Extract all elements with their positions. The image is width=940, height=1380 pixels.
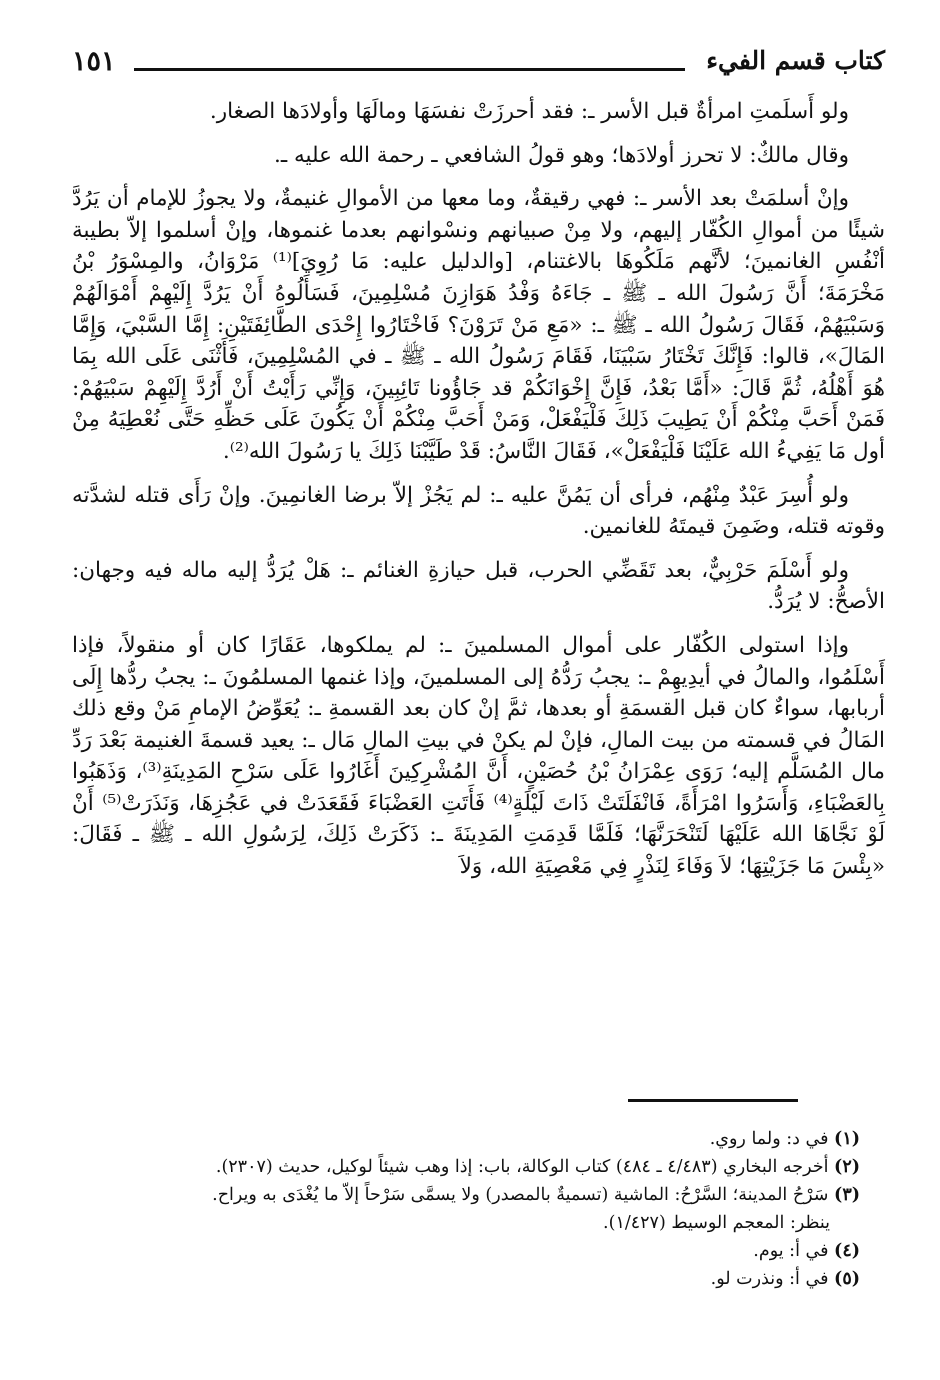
paragraph-6: وإذا استولى الكُفّار على أموال المسلمينَ ـ: لم يملكوها، عَقَارًا كان أو منقولاً، فإذا أَسْلَمُوا، والمالُ في أيدِيهِمْ ـ: يجبُ رَدُّهُ إلى المسلمينَ، وإذا غنمها المسلمُونَ ـ: يجبُ ردُّها إِلَى أربابها، سواءٌ كان قبل القسمَةِ أو بعدها، ثمَّ إنْ كان بعد القسمةِ ـ: يُعَوِّضُ الإمامِ مَنْ وقع ذلك المَالُ في قسمته من بيت المالِ، فإنْ لم يكنْ في بيتِ المالِ مَال ـ: يعيد قسمةَ الغنيمة بَعْدَ رَدِّ مال المُسَلَّم إليه؛ رَوَى عِمْرَانُ بْنُ حُصَيْنٍ، أَنَّ المُشْرِكِينَ أَغَارُوا عَلَى سَرْحِ المَدِينَةِ⁽³⁾، وَذَهَبُوا بِالعَضْبَاءِ، وَأَسَرُوا امْرَأَةً، فَانْفَلَتَتْ ذَاتَ لَيْلَةٍ⁽⁴⁾ فَأَتَتِ العَضْبَاءَ فَقَعَدَتْ في عَجُزِهَا، وَنَذَرَتْ⁽⁵⁾ أَنْ لَوْ نَجَّاهَا الله عَلَيْهَا لَتَنْحَرَنَّهَا؛ فَلَمَّا قَدِمَتِ المَدِينَةَ ـ: ذَكَرَتْ ذَلِكَ، لِرَسُولِ الله ـ ﷺ ـ فَقَالَ: «بِئْسَ مَا جَزَيْتِهَا؛ لاَ وَفَاءَ لِنَذْرٍ فِي مَعْصِيَةِ الله، وَلاَ bbox=[72, 632, 885, 880]
footnote-text: في أ: يوم. bbox=[753, 1241, 829, 1261]
paragraph-3: وإنْ أسلمَتْ بعد الأسر ـ: فهي رقيقةٌ، وما معها من الأموالِ غنيمةٌ، ولا يجوزُ للإمام أن يَرُدَّ شيئًا من أموالِ الكُفّار إليهم، ولا مِنْ صبيانهم ونسْوانهم بعدما غنموها، وإنْ أسلموا إلاّ بطيبة أنْفُسِ الغانمينَ؛ لأنَّهم مَلَكُوهَا بالاغتنام، [والدليل عليه: مَا رُوِيَ]⁽¹⁾ مَرْوَانُ، والمِسْوَرُ بْنُ مَخْرَمَةَ؛ أَنَّ رَسُولَ الله ـ ﷺ ـ جَاءَهُ وَفْدُ هَوَازِنَ مُسْلِمِينَ، فَسَأَلُوهُ أَنْ يَرُدَّ إِلَيْهِمْ أَمْوَالَهُمْ وَسَبْيَهُمْ، فَقَالَ رَسُولُ الله ـ ﷺ ـ: «مَعِ مَنْ تَرَوْنَ؟ فَاخْتَارُوا إِحْدَى الطَّائِفَتَيْنِ: إِمَّا السَّبْيَ، وَإِمَّا المَالَ»، قالوا: فَإِنَّكَ تَخْتَارُ سَبْيَنَا، فَقَامَ رَسُولُ الله ـ ﷺ ـ في المُسْلِمِينَ، فَأَثْنَى عَلَى الله بِمَا هُوَ أَهْلُهُ، ثُمَّ قَالَ: «أَمَّا بَعْدُ، فَإِنَّ إِخْوَانَكُمْ قد جَاؤُونا تَائِبِينَ، وَإِنِّي رَأَيْتُ أَنْ أَرُدَّ إِلَيْهِمْ سَبْيَهُمْ: فَمَنْ أَحَبَّ مِنْكُمْ أَنْ يَطِيبَ ذَلِكَ فَلْيَفْعَلْ، وَمَنْ أَحَبَّ مِنْكُمْ أَنْ يَكُونَ عَلَى حَظِّهِ حَتَّى نُعْطِيَهُ مِنْ أول مَا يَفِيءُ الله عَلَيْنَا فَلْيَفْعَلْ»، فَقَالَ النَّاسُ: قَدْ طَيَّبْنَا ذَلِكَ يا رَسُولَ الله⁽²⁾. bbox=[72, 186, 886, 464]
footnote-number: (٣) bbox=[834, 1185, 860, 1205]
footnote-text: أخرجه البخاري (٤/٤٨٣ ـ ٤٨٤) كتاب الوكالة، باب: إذا وهب شيئاً لوكيل، حديث (٢٣٠٧). bbox=[215, 1157, 829, 1177]
footnote-number: (٤) bbox=[834, 1241, 860, 1261]
footnote-text: في د: ولما روي. bbox=[709, 1129, 829, 1149]
page-header bbox=[72, 44, 885, 84]
footnote-text: في أ: ونذرت لو. bbox=[710, 1269, 829, 1289]
paragraph-5: ولو أَسْلَمَ حَرْبِيٌّ، بعد تَقَضِّي الحرب، قبل حيازةِ الغنائم ـ: هَلْ يُرَدُّ إليه ماله فيه وجهان: الأصحُّ: لا يُرَدُّ. bbox=[72, 557, 885, 615]
footnote-text: ينظر: المعجم الوسيط (١/٤٢٧). bbox=[603, 1213, 830, 1233]
footnote-2 bbox=[72, 1153, 860, 1181]
page-number: ١٥١ bbox=[72, 46, 116, 77]
footnote-text: سَرْحُ المدينة؛ السَّرْحُ: الماشية (تسميةٌ بالمصدر) ولا يسمَّى سَرْحاً إلاّ ما يُغْدَى به ويراح. bbox=[212, 1185, 829, 1205]
footnote-4 bbox=[72, 1237, 860, 1265]
paragraph-1: ولو أَسلَمتِ امرأةٌ قبل الأسر ـ: فقد أحرزَتْ نفسَهَا ومالَهَا وأولادَها الصغار. bbox=[209, 99, 849, 124]
footnote-1 bbox=[72, 1125, 860, 1153]
footnotes bbox=[72, 1125, 860, 1293]
footnote-number: (١) bbox=[834, 1129, 860, 1149]
footnote-number: (٢) bbox=[834, 1157, 860, 1177]
footnote-number: (٥) bbox=[834, 1269, 860, 1289]
footnote-rule bbox=[628, 1099, 798, 1102]
footnote-5 bbox=[72, 1265, 860, 1293]
footnote-3-continuation bbox=[72, 1209, 860, 1237]
footnote-3 bbox=[72, 1181, 860, 1209]
paragraph-4: ولو أُسِرَ عَبْدٌ مِنْهُم، فرأى أن يَمُنَّ عليه ـ: لم يَجُزْ إلاّ برضا الغانمِينَ. وإنْ رَأَى قتله لشدَّته وقوته قتله، وضَمِنَ قيمتَهُ للغانمين. bbox=[72, 482, 885, 540]
running-head: كتاب قسم الفيء bbox=[706, 46, 885, 75]
paragraph-2: وقال مالكٌ: لا تحرز أولادَها؛ وهو قولُ الشافعي ـ رحمة الله عليه ـ. bbox=[274, 142, 849, 168]
main-text bbox=[72, 96, 885, 895]
header-rule bbox=[134, 68, 685, 71]
